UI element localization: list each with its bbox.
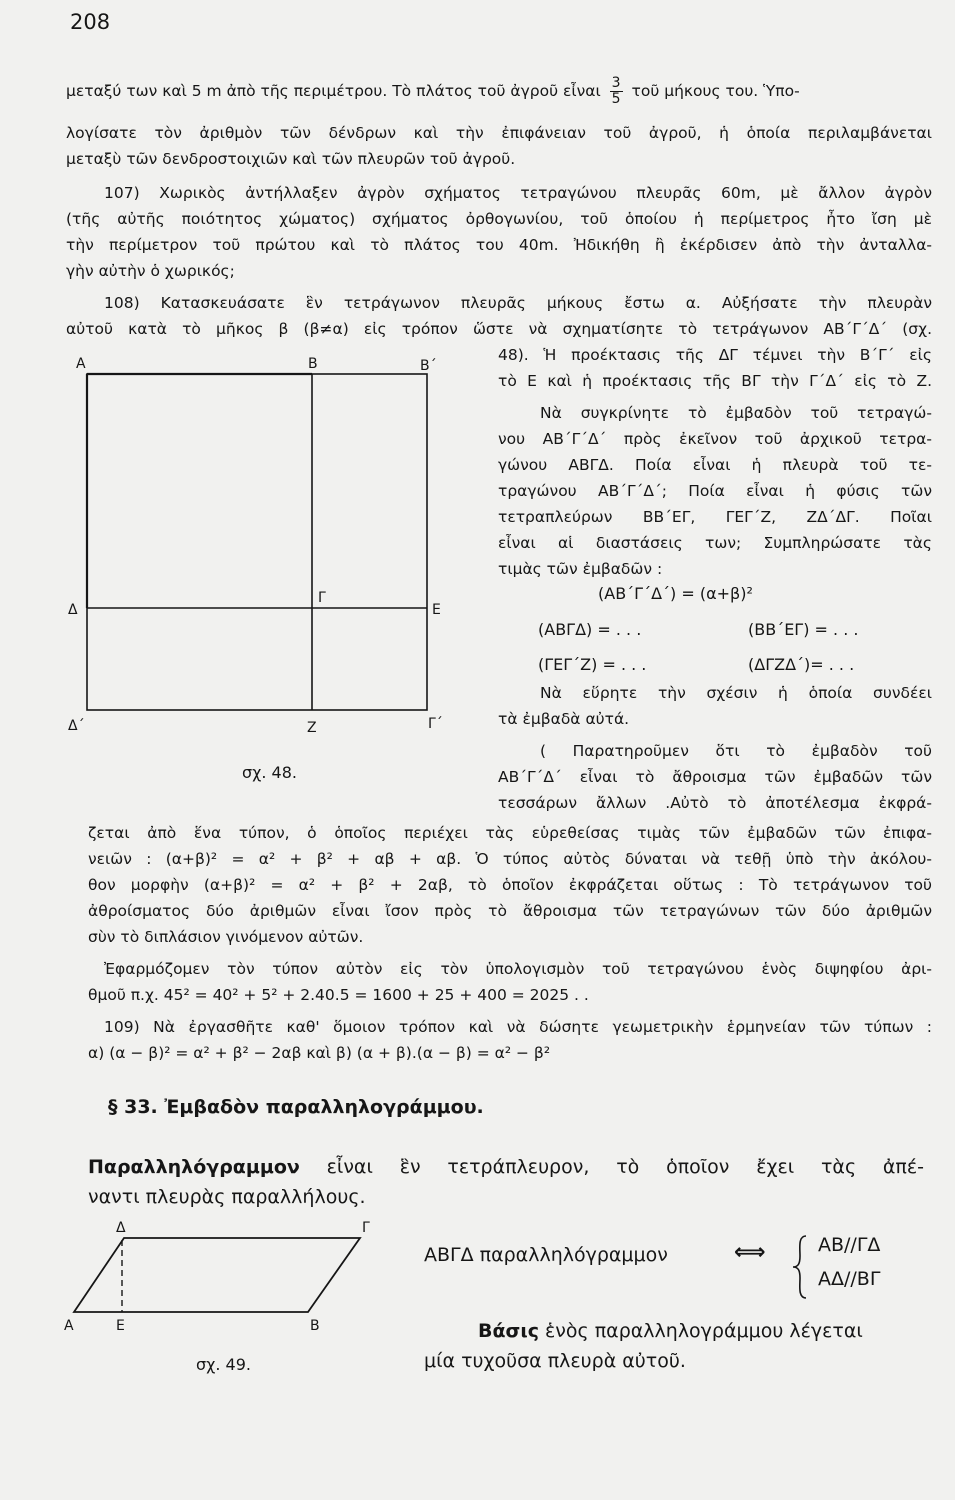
p108-bottom-line-2: νειῶν : (α+β)² = α² + β² + αβ + αβ. Ὁ τύπος αὐτὸς δύναται νὰ τεθῇ ὑπὸ τὴν ἀκόλου- [88, 850, 932, 868]
fig49-label-e: Ε [116, 1318, 125, 1334]
p109-line-2: α) (α − β)² = α² + β² − 2αβ καὶ β) (α + β).(α − β) = α² − β² [88, 1044, 551, 1062]
fig49-label-b: Β [310, 1318, 320, 1334]
apply-line-1: Ἐφαρμόζομεν τὸν τύπον αὐτὸν εἰς τὸν ὑπολογισμὸν τοῦ τετραγώνου ἑνὸς διψηφίου ἀρι- [104, 960, 932, 978]
equation-2b: (ΒΒ΄ΕΓ) = . . . [748, 620, 859, 639]
p108-bottom-line-4: ἀθροίσματος δύο ἀριθμῶν εἶναι ἴσον πρὸς τὸ ἄθροισμα τῶν τετραγώνων τῶν δύο ἀριθμῶν [88, 902, 932, 920]
p109-line-1: 109) Νὰ ἐργασθῆτε καθ' ὅμοιον τρόπον καὶ νὰ δώσητε γεωμετρικὴν ἑρμηνείαν τῶν τύπων : [104, 1018, 932, 1036]
section-heading: § 33. Ἐμβαδὸν παραλληλογράμμου. [108, 1096, 484, 1118]
fraction-numerator: 3 [611, 75, 621, 91]
fig48-label-d: Δ [68, 602, 78, 618]
apply-line-2: θμοῦ π.χ. 45² = 40² + 5² + 2.40.5 = 1600 + 25 + 400 = 2025 . . [88, 986, 589, 1004]
p108-right2-line-4: ΑΒ΄Γ΄Δ΄ εἶναι τὸ ἄθροισμα τῶν ἐμβαδῶν τῶν [498, 768, 932, 786]
basis-line-1 [478, 1316, 863, 1346]
definition-term: Παραλληλόγραμμον [88, 1156, 300, 1178]
p108-right-line-3: Νὰ συγκρίνητε τὸ ἐμβαδὸν τοῦ τετραγώ- [540, 404, 932, 422]
intro-text-b: τοῦ μήκους του. Ὑπο- [631, 82, 800, 100]
page-number: 208 [70, 10, 111, 34]
fig48-outer-square [87, 374, 427, 710]
basis-term: Βάσις [478, 1320, 539, 1342]
fig48-caption: σχ. 48. [242, 763, 297, 782]
fig48-label-g: Γ [318, 590, 326, 606]
brace-icon [790, 1234, 810, 1300]
p107-line-1: 107) Χωρικὸς ἀντήλλαξεν ἀγρὸν σχήματος τετραγώνου πλευρᾶς 60m, μὲ ἄλλον ἀγρὸν [104, 184, 932, 202]
p107-line-2: (τῆς αὐτῆς ποιότητος χώματος) σχήματος ὀρθογωνίου, τοῦ ὁποίου ἡ περίμετρος ἦτο ἴση μὲ [66, 210, 932, 228]
p108-bottom-line-3: θον μορφὴν (α+β)² = α² + β² + 2αβ, τὸ ὁποῖον ἐκφράζεται οὕτως : Τὸ τετράγωνον τοῦ [88, 876, 932, 894]
equation-3a: (ΓΕΓ΄Ζ) = . . . [538, 655, 647, 674]
fig49-label-g: Γ [362, 1220, 370, 1236]
p108-right-line-6: τραγώνου ΑΒ΄Γ΄Δ΄; Ποία εἶναι ἡ φύσις τῶν [498, 482, 932, 500]
fig49-parallelogram [74, 1238, 360, 1312]
fig48-label-g-prime: Γ΄ [428, 716, 443, 732]
p108-right-line-5: γώνου ΑΒΓΔ. Ποία εἶναι ἡ πλευρὰ τοῦ τε- [498, 456, 932, 474]
fraction-denominator: 5 [611, 91, 621, 107]
p108-right-line-1: 48). Ἡ προέκτασις τῆς ΔΓ τέμνει τὴν Β΄Γ΄ εἰς [498, 346, 932, 364]
p108-line-2: αὐτοῦ κατὰ τὸ μῆκος β (β≠α) εἰς τρόπον ὥστε νὰ σχηματίσητε τὸ τετράγωνον ΑΒ΄Γ΄Δ΄ (σχ. [66, 320, 932, 338]
intro-line-2: λογίσατε τὸν ἀριθμὸν τῶν δένδρων καὶ τὴν ἐπιφάνειαν τοῦ ἀγροῦ, ἡ ὁποία περιλαμβάνεται [66, 124, 932, 142]
fraction-three-fifths [610, 76, 623, 107]
basis-rest: ἑνὸς παραλληλογράμμου λέγεται [539, 1320, 863, 1342]
p108-right-line-4: νου ΑΒ΄Γ΄Δ΄ πρὸς ἐκεῖνον τοῦ ἀρχικοῦ τετρα- [498, 430, 932, 448]
equivalence-right-1: ΑΒ//ΓΔ [818, 1234, 881, 1256]
fig49-label-a: Α [64, 1318, 74, 1334]
p108-right2-line-5: τεσσάρων ἄλλων .Αὐτὸ τὸ ἀποτέλεσμα ἐκφρά- [498, 794, 932, 812]
definition-line-1 [88, 1152, 924, 1182]
equation-1: (ΑΒ΄Γ΄Δ΄) = (α+β)² [598, 584, 753, 603]
intro-text-a: μεταξύ των καὶ 5 m ἀπὸ τῆς περιμέτρου. Τὸ πλάτος τοῦ ἀγροῦ εἶναι [66, 82, 601, 100]
fig48-label-d-prime: Δ΄ [68, 718, 85, 734]
p108-right2-line-3: ( Παρατηροῦμεν ὅτι τὸ ἐμβαδὸν τοῦ [540, 742, 932, 760]
basis-line-2: μία τυχοῦσα πλευρὰ αὐτοῦ. [424, 1350, 686, 1372]
p108-bottom-line-1: ζεται ἀπὸ ἕνα τύπον, ὁ ὁποῖος περιέχει τὰς εὑρεθείσας τιμὰς τῶν ἐμβαδῶν τῶν ἐπιφα- [88, 824, 932, 842]
p108-right-line-9: τιμὰς τῶν ἐμβαδῶν : [498, 560, 663, 578]
p108-right-line-7: τετραπλεύρων ΒΒ΄ΕΓ, ΓΕΓ΄Ζ, ΖΔ΄ΔΓ. Ποῖαι [498, 508, 932, 526]
p108-right-line-8: εἶναι αἱ διαστάσεις των; Συμπληρώσατε τὰς [498, 534, 932, 552]
p108-right-line-2: τὸ Ε καὶ ἡ προέκτασις τῆς ΒΓ τὴν Γ΄Δ΄ εἰς τὸ Ζ. [498, 372, 932, 390]
definition-rest: εἶναι ἓν τετράπλευρον, τὸ ὁποῖον ἔχει τὰς ἀπέ- [299, 1156, 924, 1178]
fig49-caption: σχ. 49. [196, 1355, 251, 1374]
fig48-label-z: Ζ [307, 720, 317, 736]
equivalence-arrow-icon: ⟺ [734, 1240, 766, 1265]
p108-right2-line-2: τὰ ἐμβαδὰ αὐτά. [498, 710, 630, 728]
p107-line-3: τὴν περίμετρον τοῦ πρώτου καὶ τὸ πλάτος του 40m. Ἠδικήθη ἢ ἐκέρδισεν ἀπὸ τὴν ἀνταλλα- [66, 236, 932, 254]
fig48-label-b: Β [308, 356, 318, 372]
intro-line-3: μεταξὺ τῶν δενδροστοιχιῶν καὶ τῶν πλευρῶν τοῦ ἀγροῦ. [66, 150, 516, 168]
fig48-label-a: Α [76, 356, 86, 372]
equivalence-right-2: ΑΔ//ΒΓ [818, 1268, 881, 1290]
fig48-label-e: Ε [432, 602, 441, 618]
fig48-label-b-prime: Β΄ [420, 358, 437, 374]
p108-line-1: 108) Κατασκευάσατε ἓν τετράγωνον πλευρᾶς μήκους ἔστω α. Αὐξήσατε τὴν πλευρὰν [104, 294, 932, 312]
intro-line-1 [66, 76, 926, 107]
definition-line-2: ναντι πλευρὰς παραλλήλους. [88, 1186, 366, 1208]
p108-bottom-line-5: σὺν τὸ διπλάσιον γινόμενον αὐτῶν. [88, 928, 364, 946]
fig49-label-d: Δ [116, 1220, 126, 1236]
p108-right2-line-1: Νὰ εὕρητε τὴν σχέσιν ἡ ὁποία συνδέει [540, 684, 932, 702]
figure-49-diagram [60, 1216, 380, 1386]
p107-line-4: γὴν αὐτὴν ὁ χωρικός; [66, 262, 235, 280]
equation-3b: (ΔΓΖΔ΄)= . . . [748, 655, 855, 674]
figure-48-diagram [60, 348, 480, 788]
equivalence-left: ΑΒΓΔ παραλληλόγραμμον [424, 1244, 668, 1266]
equation-2a: (ΑΒΓΔ) = . . . [538, 620, 642, 639]
